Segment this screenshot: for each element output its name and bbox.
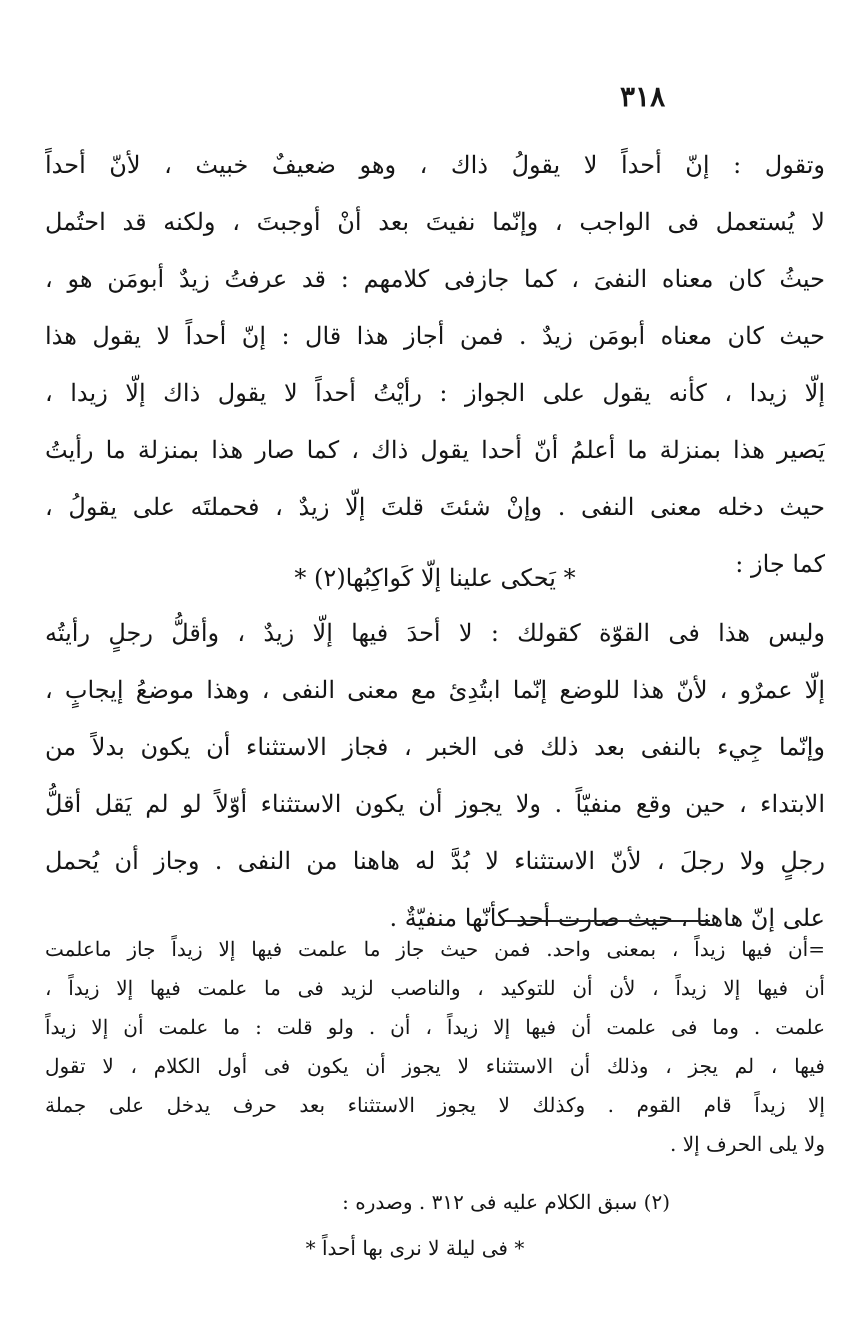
- text-line: إلّا زيدا ، كأنه يقول على الجواز : رأيْتُ أحداً لا يقول ذاك إلّا زيدا ،: [45, 379, 825, 407]
- footnote-line: فيها ، لم يجز ، وذلك أن الاستثناء لا يجوز أن يكون فى أول الكلام ، لا تقول: [45, 1054, 825, 1078]
- page-number: ٣١٨: [620, 80, 666, 113]
- footnote-line: إلا زيداً قام القوم . وكذلك لا يجوز الاستثناء بعد حرف يدخل على جملة: [45, 1093, 825, 1117]
- text-line: وتقول : إنّ أحداً لا يقولُ ذاك ، وهو ضعيفٌ خبيث ، لأنّ أحداً: [45, 151, 825, 179]
- main-paragraph-1: [45, 137, 825, 593]
- text-line: كما جاز :: [735, 550, 825, 578]
- main-paragraph-2: [45, 605, 825, 947]
- text-line: إلّا عمرٌو ، لأنّ هذا للوضع إنّما ابتُدِئ مع معنى النفى ، وهذا موضعُ إيجابٍ ،: [45, 676, 825, 704]
- text-line: وإنّما جِيء بالنفى بعد ذلك فى الخبر ، فجاز الاستثناء أن يكون بدلاً من: [45, 733, 825, 761]
- text-line: حيث كان معناه أبومَن زيدٌ . فمن أجاز هذا قال : إنّ أحداً لا يقول هذا: [45, 322, 825, 350]
- text-line: لا يُستعمل فى الواجب ، وإنّما نفيتَ بعد أنْ أوجبتَ ، ولكنه قد احتُمل: [45, 208, 825, 236]
- text-line: وليس هذا فى القوّة كقولك : لا أحدَ فيها إلّا زيدٌ ، وأقلُّ رجلٍ رأيتُه: [45, 619, 825, 647]
- footnote-1: [45, 930, 825, 1164]
- footnote-2: (٢) سبق الكلام عليه فى ٣١٢ . وصدره :: [342, 1190, 670, 1214]
- text-line: على إنّ هاهنا ، حيث صارت أحد كأنّها منفيّةٌ .: [389, 904, 825, 932]
- text-line: حيث دخله معنى النفى . وإنْ شئتَ قلتَ إلّا زيدٌ ، فحملتَه على يقولُ ،: [45, 493, 825, 521]
- text-line: حيثُ كان معناه النفىَ ، كما جازفى كلامهم : قد عرفتُ زيدٌ أبومَن هو ،: [45, 265, 825, 293]
- footnote-2-verse: * فى ليلة لا نرى بها أحداً *: [305, 1236, 525, 1260]
- text-line: الابتداء ، حين وقع منفيّاً . ولا يجوز أن يكون الاستثناء أوّلاً لو لم يَقل أقلُّ: [45, 790, 825, 818]
- verse-quotation: * يَحكى علينا إلّا كَواكِبُها(٢) *: [294, 564, 576, 592]
- footnote-line: ولا يلى الحرف إلا .: [670, 1132, 825, 1156]
- footnote-divider: [505, 920, 710, 922]
- text-line: يَصير هذا بمنزلة ما أعلمُ أنّ أحدا يقول ذاك ، كما صار هذا بمنزلة ما رأيتُ: [45, 436, 825, 464]
- footnote-line: علمت . وما فى علمت أن فيها إلا زيداً ، أن . ولو قلت : ما علمت أن إلا زيداً: [45, 1015, 825, 1039]
- text-line: رجلٍ ولا رجلَ ، لأنّ الاستثناء لا بُدَّ له هاهنا من النفى . وجاز أن يُحمل: [45, 847, 825, 875]
- footnote-line: أن فيها إلا زيداً ، لأن أن للتوكيد ، والناصب لزيد فى ما علمت فيها إلا زيداً ،: [45, 976, 825, 1000]
- footnote-line: =أن فيها زيداً ، بمعنى واحد. فمن حيث جاز ما علمت فيها إلا زيداً جاز ماعلمت: [45, 937, 825, 961]
